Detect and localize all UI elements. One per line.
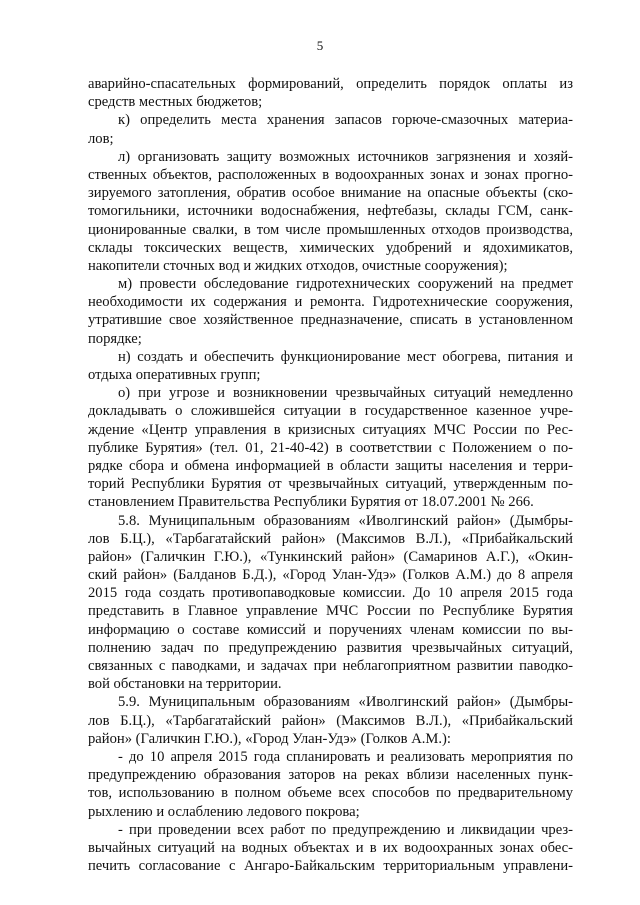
text-line: необходимости их содержания и ремонта. Гидротехнические сооружения, [88,294,573,311]
text-line: лов Б.Ц.), «Тарбагатайский район» (Максимов В.Л.), «Прибайкальский [88,712,573,729]
text-line: 2015 года создать противопаводковые комиссии. До 10 апреля 2015 года [88,585,573,602]
text-line: к) определить места хранения запасов горюче-смазочных материа- [118,112,573,129]
text-line: 5.9. Муниципальным образованиям «Иволгинский район» (Дымбры- [118,694,573,711]
text-line: ский район» (Балданов Б.Д.), «Город Улан-Удэ» (Голков А.М.) до 8 апреля [88,567,573,584]
paragraph [88,384,573,511]
paragraph [88,275,573,348]
text-line: информацию о составе комиссий и поручениях членам комиссии по вы- [88,621,573,638]
text-line: ционированные свалки, в том числе промышленных отходов производства, [88,221,573,238]
paragraph [88,693,573,748]
text-line: публике Бурятия» (тел. 01, 21-40-42) в соответствии с Положением о по- [88,439,573,456]
text-line: связанных с паводками, и задачах при неблагоприятном развитии паводко- [88,658,573,674]
text-line: - при проведении всех работ по предупреждению и ликвидации чрез- [118,821,573,838]
text-line: 5.8. Муниципальным образованиям «Иволгинский район» (Дымбры- [118,512,573,529]
text-line: зируемого затопления, обратив особое внимание на опасные объекты (ско- [88,185,573,202]
paragraph [88,111,573,147]
text-line: порядке; [88,330,142,347]
text-line: район» (Галичкин Г.Ю.), «Тункинский район» (Самаринов А.Г.), «Окин- [88,548,573,565]
text-line: - до 10 апреля 2015 года спланировать и реализовать мероприятия по [118,748,573,765]
text-line: печить согласование с Ангаро-Байкальским территориальным управлени- [88,858,573,875]
text-line: предупреждению образования заторов на реках вблизи населенных пунк- [88,767,573,784]
text-line: утратившие свое хозяйственное предназначение, списать в установленном [88,312,573,329]
text-line: район» (Галичкин Г.Ю.), «Город Улан-Удэ» (Голков А.М.): [88,730,451,747]
text-line: томогильники, источники водоснабжения, нефтебазы, склады ГСМ, санк- [88,203,573,220]
text-line: средств местных бюджетов; [88,94,263,111]
text-line: накопители сточных вод и жидких отходов, очистные сооружения); [88,257,508,274]
text-line: торий Республики Бурятия от чрезвычайных ситуаций, утвержденным по- [88,476,573,493]
text-line: склады токсических веществ, химических удобрений и ядохимикатов, [88,239,573,256]
text-line: вычайных ситуаций на водных объектах и в их водоохранных зонах обес- [88,839,573,856]
text-line: лов Б.Ц.), «Тарбагатайский район» (Максимов В.Л.), «Прибайкальский [88,530,573,547]
text-line: аварийно-спасательных формирований, определить порядок оплаты из [88,76,573,92]
paragraph [88,148,573,275]
paragraph [88,75,573,111]
text-line: м) провести обследование гидротехнических сооружений на предмет [118,276,573,293]
text-line: тов, использованию в полном объеме всех способов по предварительному [88,785,573,802]
text-line: рыхлению и ослаблению ледового покрова; [88,803,360,820]
text-line: полнению задач по предупреждению развития чрезвычайных ситуаций, [88,639,573,656]
text-line: вой обстановки на территории. [88,676,282,693]
text-line: рядке сбора и обмена информацией в области защиты населения и терри- [88,457,573,474]
text-line: н) создать и обеспечить функционирование мест обогрева, питания и [118,348,573,365]
text-line: докладывать о сложившейся ситуации в государственное казенное учре- [88,403,573,420]
text-line: ственных объектов, расположенных в водоохранных зонах и зонах прогно- [88,166,573,183]
document-body [88,75,573,875]
text-line: о) при угрозе и возникновении чрезвычайных ситуаций немедленно [118,385,573,402]
text-line: представить в Главное управление МЧС России по Республике Бурятия [88,603,573,620]
text-line: отдыха оперативных групп; [88,367,261,383]
paragraph [88,512,573,694]
paragraph [88,748,573,821]
paragraph [88,821,573,876]
page-number: 5 [316,38,324,53]
text-line: становлением Правительства Республики Бурятия от 18.07.2001 № 266. [88,494,534,511]
text-line: л) организовать защиту возможных источников загрязнения и хозяй- [118,148,573,165]
text-line: ждение «Центр управления в кризисных ситуациях МЧС России по Рес- [88,421,573,438]
paragraph [88,348,573,384]
text-line: лов; [88,130,114,147]
